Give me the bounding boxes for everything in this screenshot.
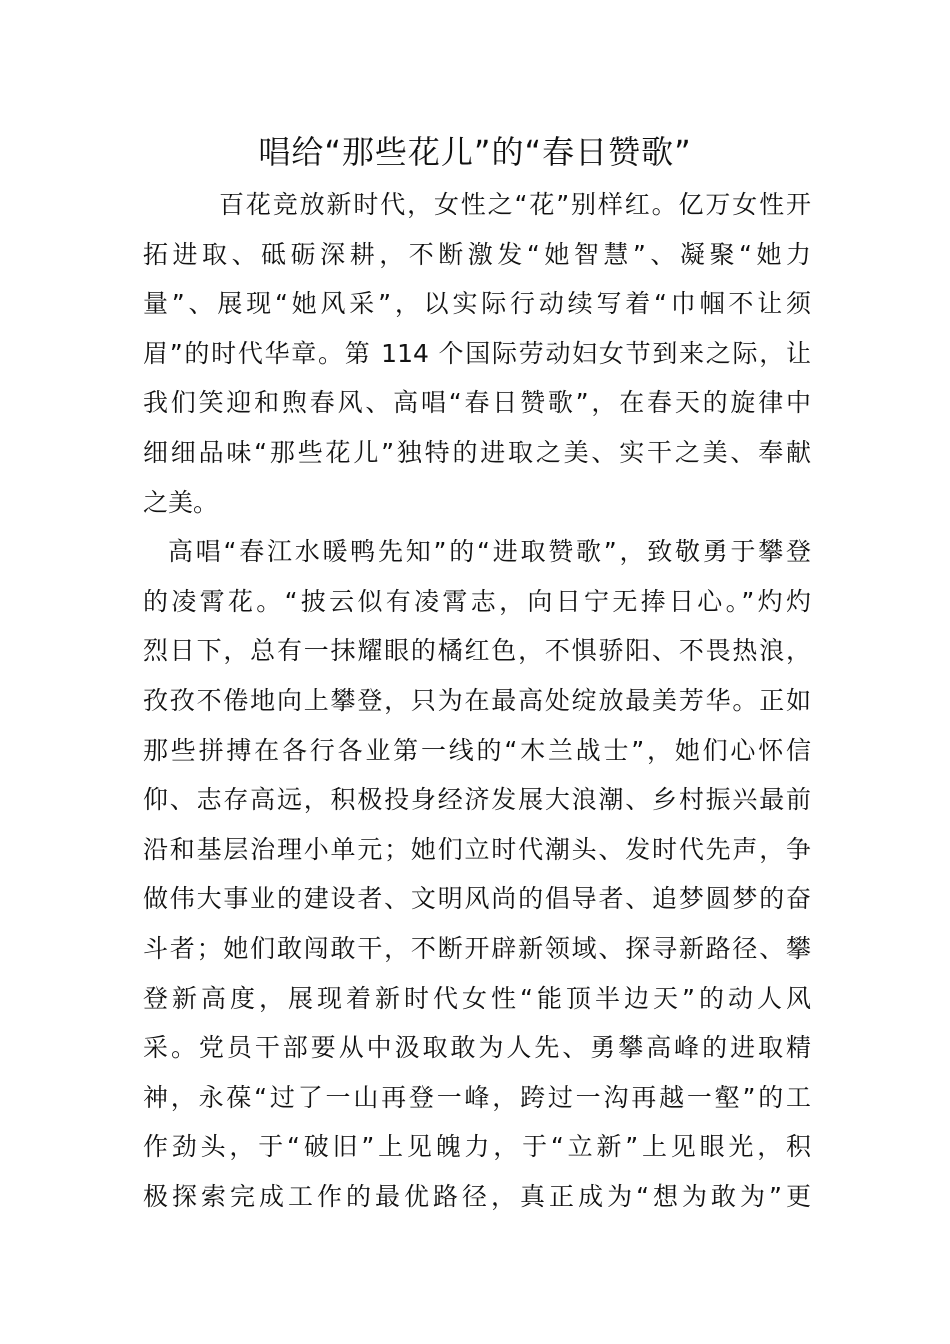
text-line: 烈日下，总有一抹耀眼的橘红色，不惧骄阳、不畏热浪， xyxy=(143,636,811,666)
text-line: 极探索完成工作的最优路径，真正成为“想为敢为”更 xyxy=(143,1181,811,1211)
document-body xyxy=(143,180,811,1221)
text-line: 仰、志存高远，积极投身经济发展大浪潮、乡村振兴最前 xyxy=(143,785,811,815)
text-line: 之美。 xyxy=(143,487,219,517)
text-line: 沿和基层治理小单元；她们立时代潮头、发时代先声，争 xyxy=(143,834,811,864)
text-line: 斗者；她们敢闯敢干，不断开辟新领域、探寻新路径、攀 xyxy=(143,933,811,963)
text-line: 眉”的时代华章。第 114 个国际劳动妇女节到来之际，让 xyxy=(143,338,811,368)
text-line: 百花竞放新时代，女性之“花”别样红。亿万女性开 xyxy=(219,190,811,219)
text-line: 登新高度，展现着新时代女性“能顶半边天”的动人风 xyxy=(143,983,811,1013)
document-title: 唱给“那些花儿”的“春日赞歌” xyxy=(258,133,692,171)
text-line: 作劲头，于“破旧”上见魄力，于“立新”上见眼光，积 xyxy=(143,1132,811,1162)
text-line: 那些拼搏在各行各业第一线的“木兰战士”，她们心怀信 xyxy=(143,735,811,765)
text-line: 做伟大事业的建设者、文明风尚的倡导者、追梦圆梦的奋 xyxy=(143,884,811,914)
text-line: 采。党员干部要从中汲取敢为人先、勇攀高峰的进取精 xyxy=(143,1033,811,1063)
text-line: 孜孜不倦地向上攀登，只为在最高处绽放最美芳华。正如 xyxy=(143,685,811,715)
text-line: 量”、展现“她风采”，以实际行动续写着“巾帼不让须 xyxy=(143,289,811,319)
text-line: 细细品味“那些花儿”独特的进取之美、实干之美、奉献 xyxy=(143,437,811,467)
text-line: 我们笑迎和煦春风、高唱“春日赞歌”，在春天的旋律中 xyxy=(143,388,811,418)
paragraph-2 xyxy=(143,527,811,1221)
text-line: 高唱“春江水暖鸭先知”的“进取赞歌”，致敬勇于攀登 xyxy=(168,537,811,567)
text-line: 的凌霄花。“披云似有凌霄志，向日宁无捧日心。”灼灼 xyxy=(143,586,811,616)
text-line: 拓进取、砥砺深耕，不断激发“她智慧”、凝聚“她力 xyxy=(143,239,811,269)
paragraph-1 xyxy=(143,180,811,527)
text-line: 神，永葆“过了一山再登一峰，跨过一沟再越一壑”的工 xyxy=(143,1082,811,1112)
